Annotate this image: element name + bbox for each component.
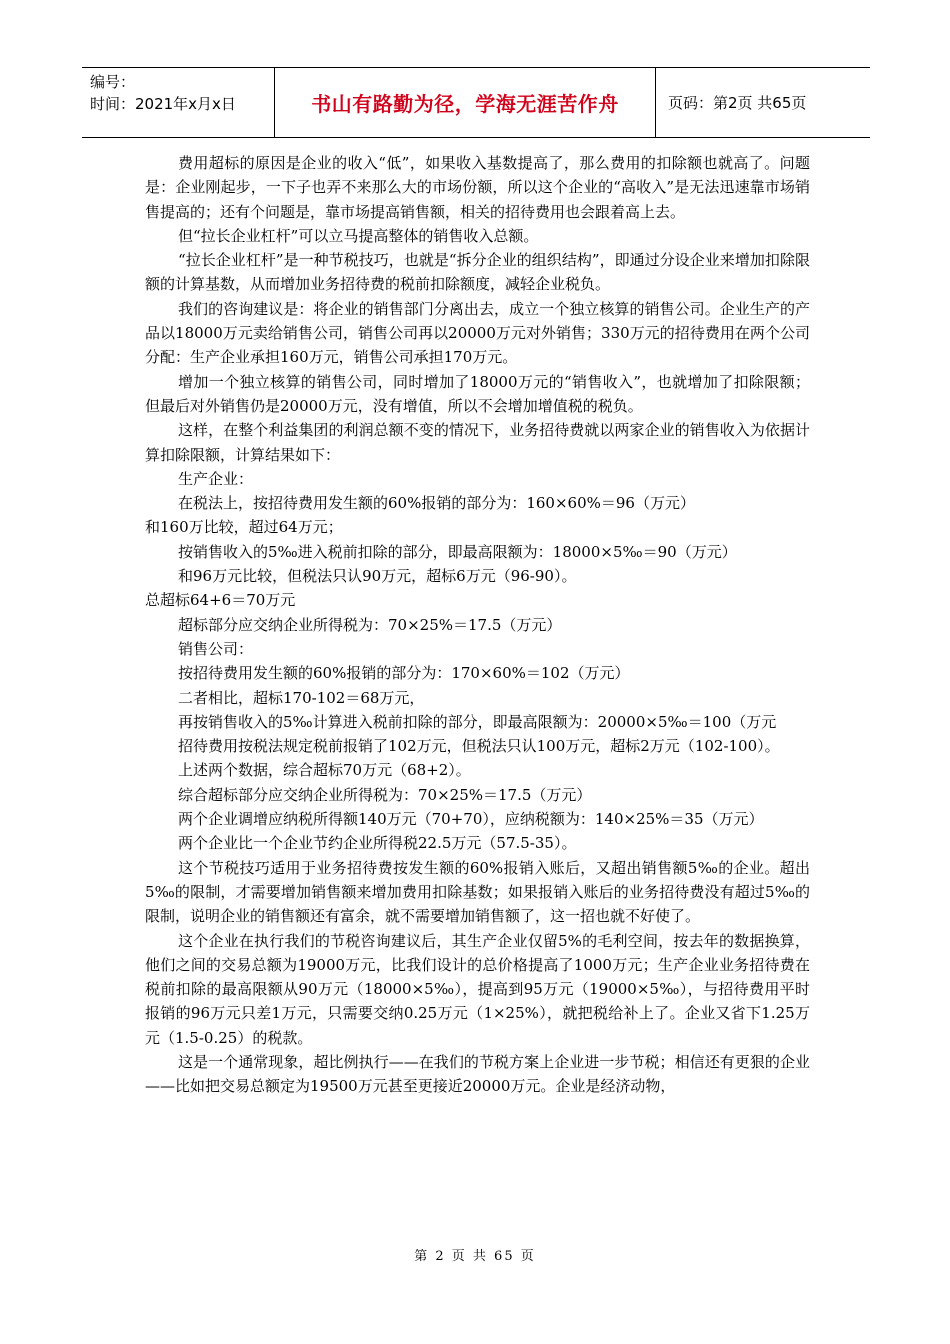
paragraph: 上述两个数据，综合超标70万元（68+2）。 — [178, 761, 471, 780]
paragraph: 和160万比较，超过64万元； — [145, 518, 343, 537]
paragraph: 和96万元比较，但税法只认90万元，超标6万元（96-90）。 — [178, 567, 577, 586]
paragraph: 费用超标的原因是企业的收入“低”，如果收入基数提高了，那么费用的扣除额也就高了。问题是：企业刚起步，一下子也弄不来那么大的市场份额，所以这个企业的“高收入”是无法迅速靠市场销售提高的；还有个问题是，靠市场提高销售额，相关的招待费用也会跟着高上去。 — [145, 154, 810, 221]
document-code-label: 编号： — [90, 73, 136, 91]
paragraph: 招待费用按税法规定税前报销了102万元，但税法只认100万元，超标2万元（102-100）。 — [178, 737, 780, 756]
paragraph: 两个企业比一个企业节约企业所得税22.5万元（57.5-35）。 — [178, 834, 577, 853]
paragraph: 按销售收入的5‰进入税前扣除的部分，即最高限额为：18000×5‰＝90（万元） — [178, 542, 737, 561]
paragraph: 两个企业调增应纳税所得额140万元（70+70），应纳税额为：140×25%＝35（万元） — [178, 810, 764, 829]
header-meta — [82, 68, 275, 137]
page-header — [82, 67, 870, 138]
paragraph: 我们的咨询建议是：将企业的销售部门分离出去，成立一个独立核算的销售公司。企业生产的产品以18000万元卖给销售公司，销售公司再以20000万元对外销售；330万元的招待费用在两个公司分配：生产企业承担160万元，销售公司承担170万元。 — [145, 299, 810, 367]
paragraph: 这是一个通常现象，超比例执行——在我们的节税方案上企业进一步节税；相信还有更狠的企业——比如把交易总额定为19500万元甚至更接近20000万元。企业是经济动物， — [145, 1052, 810, 1096]
paragraph: 总超标64+6＝70万元 — [145, 591, 296, 610]
paragraph: 这个节税技巧适用于业务招待费按发生额的60%报销入账后，又超出销售额5‰的企业。超出5‰的限制，才需要增加销售额来增加费用扣除基数；如果报销入账后的业务招待费没有超过5‰的限制，说明企业的销售额还有富余，就不需要增加销售额了，这一招也就不好使了。 — [145, 858, 810, 926]
paragraph: 再按销售收入的5‰计算进入税前扣除的部分，即最高限额为：20000×5‰＝100（万元 — [178, 712, 777, 731]
paragraph: 销售公司： — [178, 639, 254, 658]
paragraph: 但“拉长企业杠杆”可以立马提高整体的销售收入总额。 — [178, 226, 539, 245]
paragraph: 综合超标部分应交纳企业所得税为：70×25%＝17.5（万元） — [178, 785, 592, 804]
paragraph: 这样，在整个利益集团的利润总额不变的情况下，业务招待费就以两家企业的销售收入为依据计算扣除限额，计算结果如下： — [145, 421, 810, 464]
paragraph: 增加一个独立核算的销售公司，同时增加了18000万元的“销售收入”，也就增加了扣除限额；但最后对外销售仍是20000万元，没有增值，所以不会增加增值税的税负。 — [145, 372, 810, 415]
header-motto: 书山有路勤为径，学海无涯苦作舟 — [275, 68, 656, 137]
paragraph: “拉长企业杠杆”是一种节税技巧，也就是“拆分企业的组织结构”，即通过分设企业来增加扣除限额的计算基数，从而增加业务招待费的税前扣除额度，减轻企业税负。 — [145, 251, 810, 294]
paragraph: 按招待费用发生额的60%报销的部分为：170×60%＝102（万元） — [178, 664, 630, 683]
header-page-label: 页码：第2页 共65页 — [668, 94, 807, 112]
document-body — [145, 151, 810, 1099]
paragraph: 这个企业在执行我们的节税咨询建议后，其生产企业仅留5%的毛利空间，按去年的数据换算，他们之间的交易总额为19000万元，比我们设计的总价格提高了1000万元；生产企业业务招待费在税前扣除的最高限额从90万元（18000×5‰），提高到95万元（19000×5‰），与招待费用平时报销的96万元只差1万元，只需要交纳0.25万元（1×25%），就把税给补上了。企业又省下1.25万元（1.5-0.25）的税款。 — [145, 931, 810, 1047]
paragraph: 二者相比，超标170-102＝68万元， — [178, 688, 425, 707]
page-footer: 第 2 页 共 65 页 — [414, 1249, 536, 1264]
paragraph: 在税法上，按招待费用发生额的60%报销的部分为：160×60%＝96（万元） — [178, 494, 695, 513]
paragraph: 生产企业： — [178, 469, 254, 488]
paragraph: 超标部分应交纳企业所得税为：70×25%＝17.5（万元） — [178, 615, 562, 634]
document-date-label: 时间：2021年x月x日 — [90, 95, 236, 113]
